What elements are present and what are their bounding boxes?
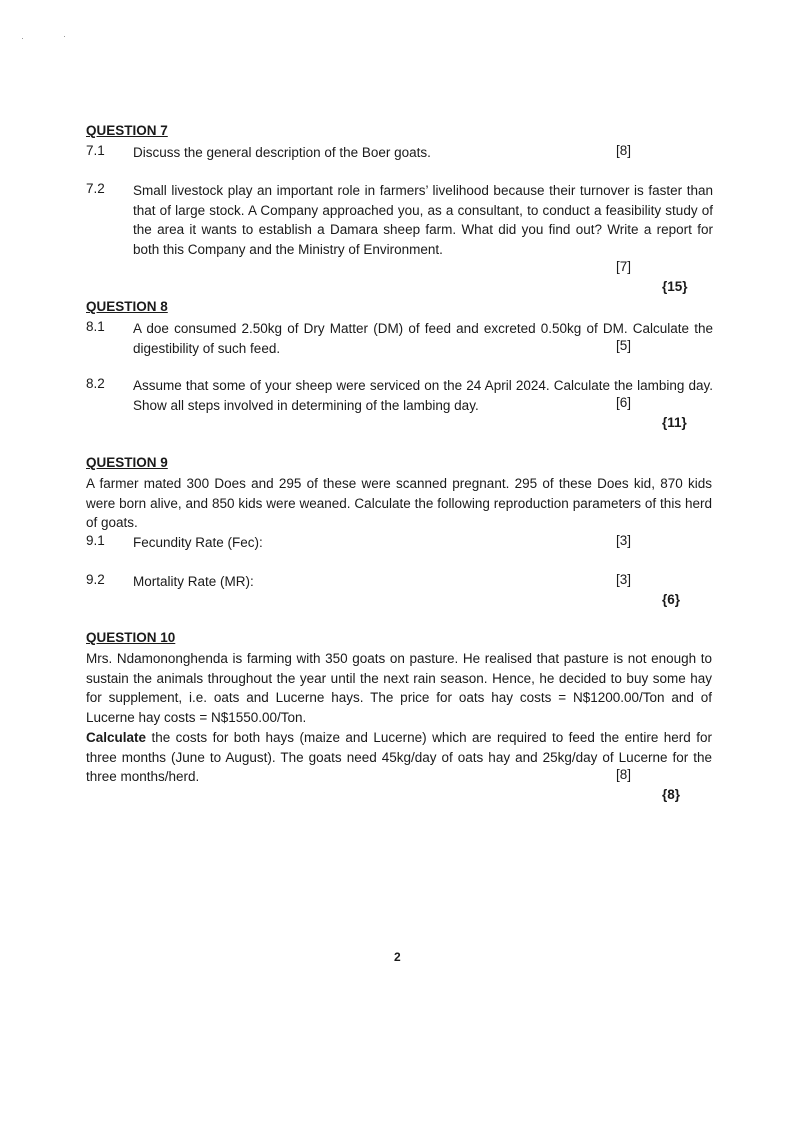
question-8-2-text: Assume that some of your sheep were serviced on the 24 April 2024. Calculate the lambing day. Show all steps involved in determining of the lambing day.: [133, 378, 713, 413]
question-9-total: {6}: [662, 592, 681, 607]
question-10-heading: QUESTION 10: [86, 630, 176, 645]
question-8-1-number: 8.1: [86, 319, 105, 334]
question-8-1-mark: [5]: [616, 338, 632, 353]
question-9-heading: QUESTION 9: [86, 455, 168, 470]
question-7-2-mark: [7]: [616, 259, 632, 274]
question-9-1-mark: [3]: [616, 533, 632, 548]
page-number: 2: [394, 950, 401, 964]
question-10-total: {8}: [662, 787, 681, 802]
question-7-1-text: Discuss the general description of the Boer goats.: [133, 145, 431, 160]
question-7-2-text: Small livestock play an important role in farmers’ livelihood because their turnover is faster than that of large stock. A Company approached you, as a consultant, to conduct a feasibility study of the area it wants to establish a Damara sheep farm. What did you find out? Write a report for both this Company and the Ministry of Environment.: [133, 183, 713, 257]
scan-speck: [64, 36, 65, 37]
question-9-1-number: 9.1: [86, 533, 105, 548]
calculate-keyword: Calculate: [86, 730, 147, 745]
question-8-heading: QUESTION 8: [86, 299, 168, 314]
question-8-total: {11}: [662, 415, 687, 430]
scan-speck: [22, 38, 23, 39]
question-8-1-text: A doe consumed 2.50kg of Dry Matter (DM) of feed and excreted 0.50kg of DM. Calculate the digestibility of such feed.: [133, 321, 713, 356]
question-7-2-number: 7.2: [86, 181, 105, 196]
question-10-task-text: the costs for both hays (maize and Lucerne) which are required to feed the entire herd for three months (June to August). The goats need 45kg/day of oats hay and 25kg/day of Lucerne for the three months/herd.: [86, 730, 712, 785]
question-9-1-text: Fecundity Rate (Fec):: [133, 535, 263, 550]
question-7-1-mark: [8]: [616, 143, 632, 158]
question-9-2-mark: [3]: [616, 572, 632, 587]
question-7-total: {15}: [662, 279, 688, 294]
question-8-2-number: 8.2: [86, 376, 105, 391]
question-8-2-mark: [6]: [616, 395, 632, 410]
question-7-1-number: 7.1: [86, 143, 105, 158]
question-7-heading: QUESTION 7: [86, 123, 168, 138]
question-10-mark: [8]: [616, 767, 632, 782]
question-9-intro: A farmer mated 300 Does and 295 of these were scanned pregnant. 295 of these Does kid, 870 kids were born alive, and 850 kids were weaned. Calculate the following reproduction parameters of this herd of goats.: [86, 476, 712, 531]
question-9-2-text: Mortality Rate (MR):: [133, 574, 254, 589]
question-9-2-number: 9.2: [86, 572, 105, 587]
question-10-intro: Mrs. Ndamononghenda is farming with 350 goats on pasture. He realised that pasture is not enough to sustain the animals throughout the year until the next rain season. Hence, he decided to buy some hay for supplement, i.e. oats and Lucerne hays. The price for oats hay costs = N$1200.00/Ton and of Lucerne hay costs = N$1550.00/Ton.: [86, 651, 712, 725]
